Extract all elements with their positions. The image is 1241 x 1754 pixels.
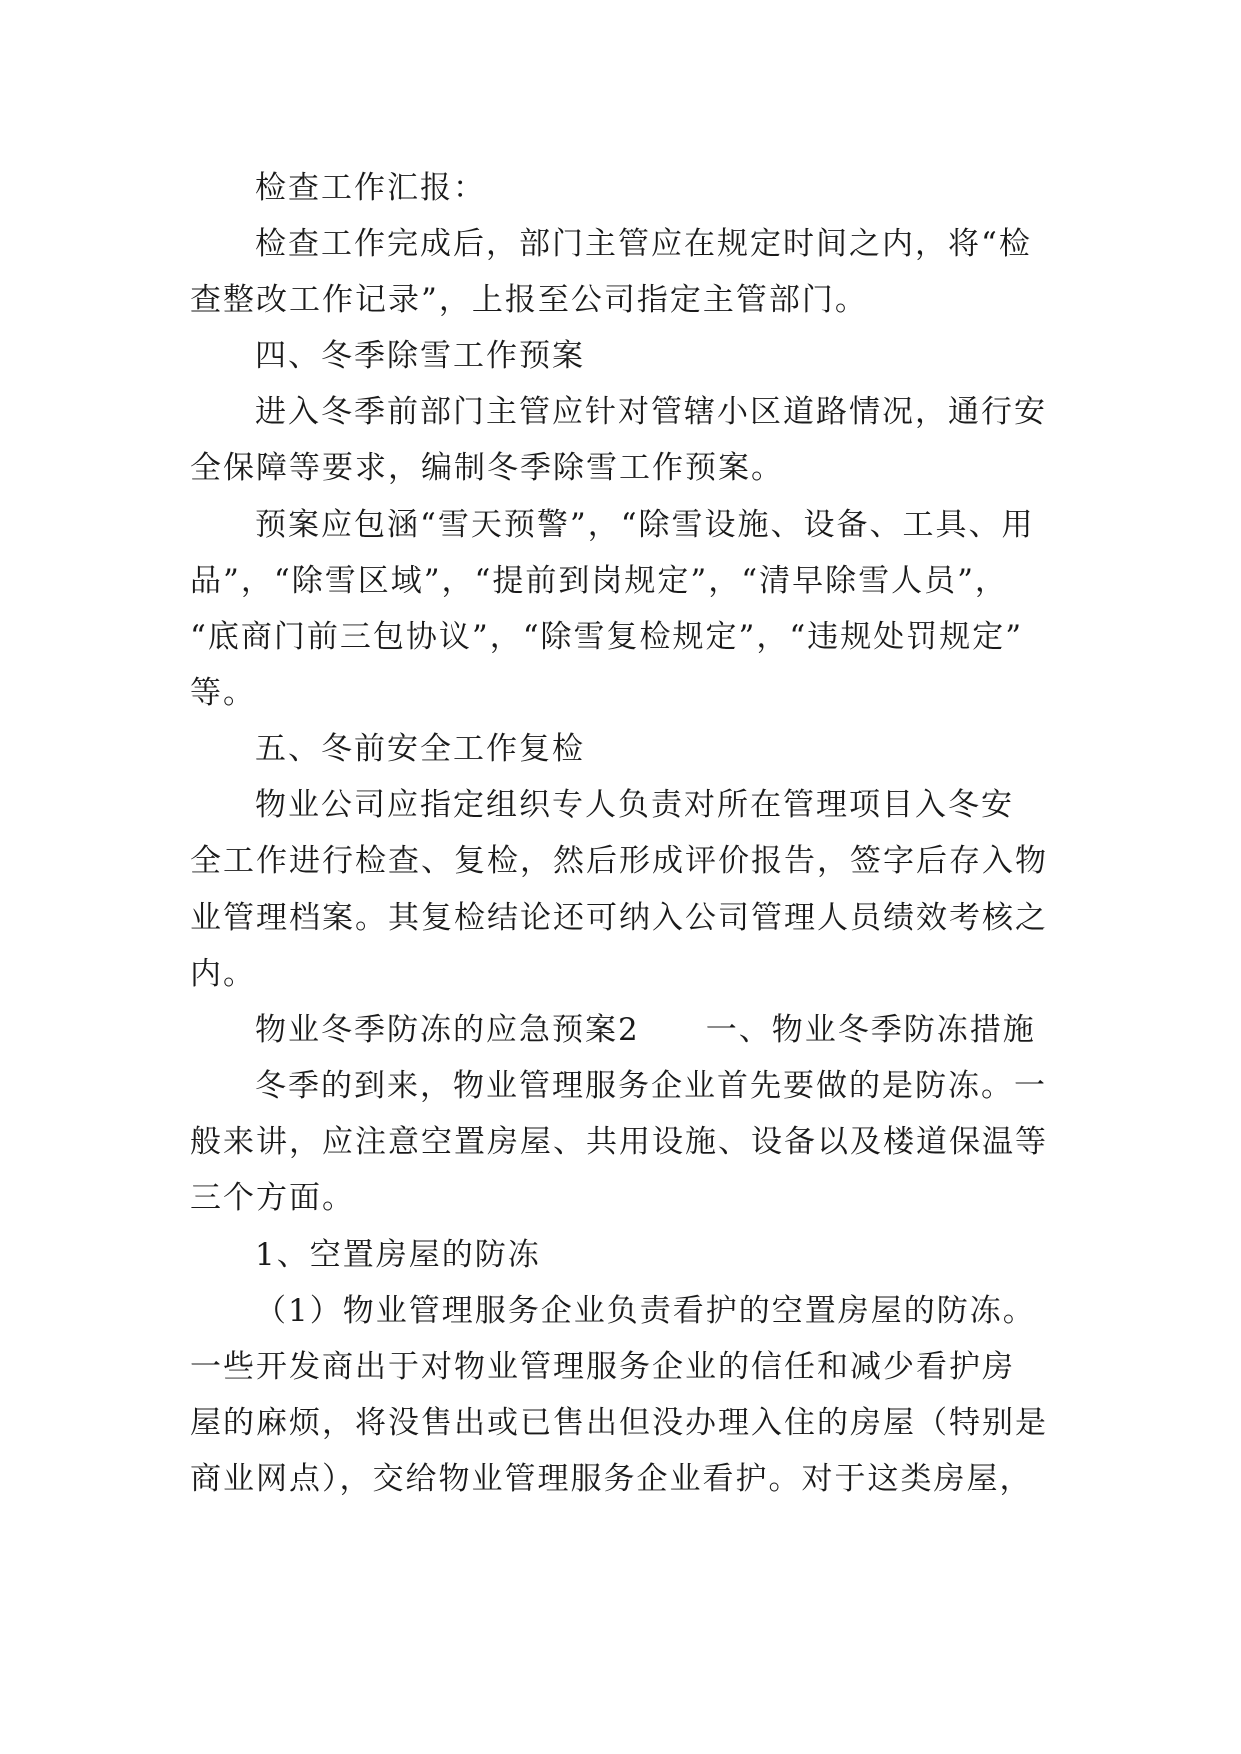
- text-line: 般来讲，应注意空置房屋、共用设施、设备以及楼道保温等: [190, 1124, 1048, 1160]
- text-line: （1）物业管理服务企业负责看护的空置房屋的防冻。: [255, 1293, 1036, 1329]
- section-heading: 四、冬季除雪工作预案: [255, 338, 585, 374]
- text-line: “底商门前三包协议”，“除雪复检规定”，“违规处罚规定”: [190, 619, 1024, 655]
- text-line: 三个方面。: [190, 1180, 355, 1216]
- text-line: 全工作进行检查、复检，然后形成评价报告，签字后存入物: [190, 843, 1048, 879]
- text-line: 一些开发商出于对物业管理服务企业的信任和减少看护房: [190, 1349, 1015, 1385]
- text-line: 内。: [190, 956, 256, 992]
- text-line: 查整改工作记录”，上报至公司指定主管部门。: [190, 282, 868, 318]
- text-line: 业管理档案。其复检结论还可纳入公司管理人员绩效考核之: [190, 900, 1048, 936]
- text-line: 等。: [190, 675, 256, 711]
- section-heading: 五、冬前安全工作复检: [255, 731, 585, 767]
- text-line: 预案应包涵“雪天预警”，“除雪设施、设备、工具、用: [255, 507, 1035, 543]
- text-line: 全保障等要求，编制冬季除雪工作预案。: [190, 450, 784, 486]
- text-line: 冬季的到来，物业管理服务企业首先要做的是防冻。一: [255, 1068, 1047, 1104]
- text-line: 品”，“除雪区域”，“提前到岗规定”，“清早除雪人员”，: [190, 563, 1008, 599]
- section-heading: 1、空置房屋的防冻: [255, 1237, 541, 1273]
- text-line: 检查工作完成后，部门主管应在规定时间之内，将“检: [255, 226, 1032, 262]
- text-line: 物业公司应指定组织专人负责对所在管理项目入冬安: [255, 787, 1014, 823]
- text-line: 屋的麻烦，将没售出或已售出但没办理入住的房屋（特别是: [190, 1405, 1048, 1441]
- text-line: 进入冬季前部门主管应针对管辖小区道路情况，通行安: [255, 394, 1047, 430]
- text-line: 检查工作汇报：: [255, 170, 486, 206]
- text-line: 商业网点），交给物业管理服务企业看护。对于这类房屋，: [190, 1461, 1033, 1497]
- section-heading: 物业冬季防冻的应急预案2 一、物业冬季防冻措施: [255, 1012, 1036, 1048]
